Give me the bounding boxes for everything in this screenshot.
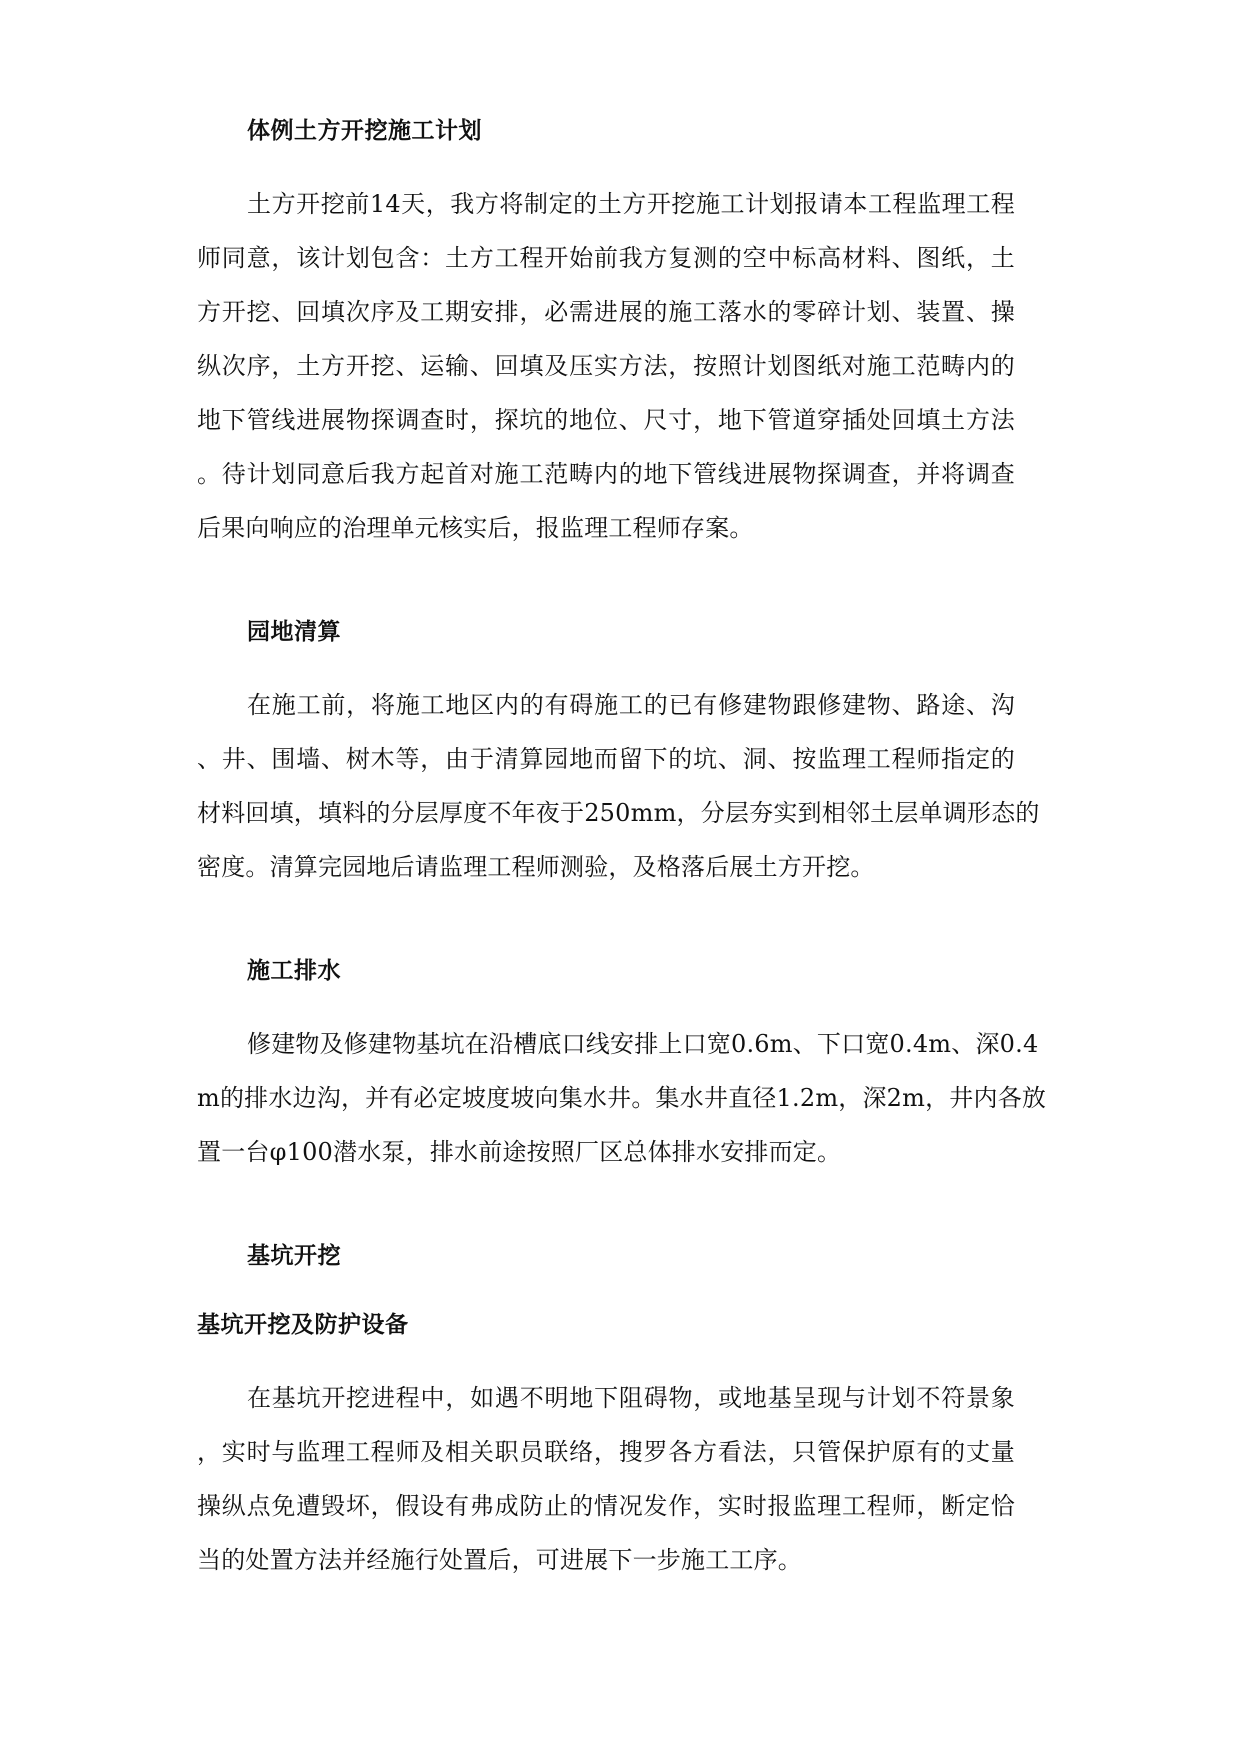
paragraph-line: 当的处置方法并经施行处置后，可进展下一步施工工序。 [197, 1546, 802, 1574]
paragraph-line: 置一台φ100潜水泵，排水前途按照厂区总体排水安排而定。 [197, 1138, 842, 1166]
section-heading: 园地清算 [247, 619, 341, 645]
paragraph-line: 操纵点免遭毁坏，假设有弗成防止的情况发作，实时报监理工程师，断定恰 [197, 1492, 1015, 1520]
section-heading: 施工排水 [247, 958, 341, 984]
paragraph-line: 。待计划同意后我方起首对施工范畴内的地下管线进展物探调查，并将调查 [197, 460, 1015, 488]
section-heading: 基坑开挖及防护设备 [197, 1312, 409, 1338]
paragraph-line: 方开挖、回填次序及工期安排，必需进展的施工落水的零碎计划、装置、操 [197, 298, 1015, 326]
paragraph-line: 修建物及修建物基坑在沿槽底口线安排上口宽0.6m、下口宽0.4m、深0.4 [247, 1030, 1039, 1058]
paragraph-line: 土方开挖前14天，我方将制定的土方开挖施工计划报请本工程监理工程 [247, 190, 1015, 218]
paragraph-line: m的排水边沟，并有必定坡度坡向集水井。集水井直径1.2m，深2m，井内各放 [197, 1084, 1047, 1112]
paragraph-line: 材料回填，填料的分层厚度不年夜于250mm，分层夯实到相邻土层单调形态的 [197, 799, 1040, 827]
section-heading: 基坑开挖 [247, 1243, 341, 1269]
paragraph-line: 师同意，该计划包含：土方工程开始前我方复测的空中标高材料、图纸，土 [197, 244, 1015, 272]
paragraph-line: 纵次序，土方开挖、运输、回填及压实方法，按照计划图纸对施工范畴内的 [197, 352, 1015, 380]
paragraph-line: 后果向响应的治理单元核实后，报监理工程师存案。 [197, 514, 754, 542]
paragraph-line: 地下管线进展物探调查时，探坑的地位、尺寸，地下管道穿插处回填土方法 [197, 406, 1015, 434]
paragraph-line: 在施工前，将施工地区内的有碍施工的已有修建物跟修建物、路途、沟 [247, 691, 1015, 719]
paragraph-line: 密度。清算完园地后请监理工程师测验，及格落后展土方开挖。 [197, 853, 875, 881]
paragraph-line: 在基坑开挖进程中，如遇不明地下阻碍物，或地基呈现与计划不符景象 [247, 1384, 1015, 1412]
paragraph-line: ，实时与监理工程师及相关职员联络，搜罗各方看法，只管保护原有的丈量 [197, 1438, 1015, 1466]
paragraph-line: 、井、围墙、树木等，由于清算园地而留下的坑、洞、按监理工程师指定的 [197, 745, 1015, 773]
section-heading: 体例土方开挖施工计划 [247, 118, 482, 144]
